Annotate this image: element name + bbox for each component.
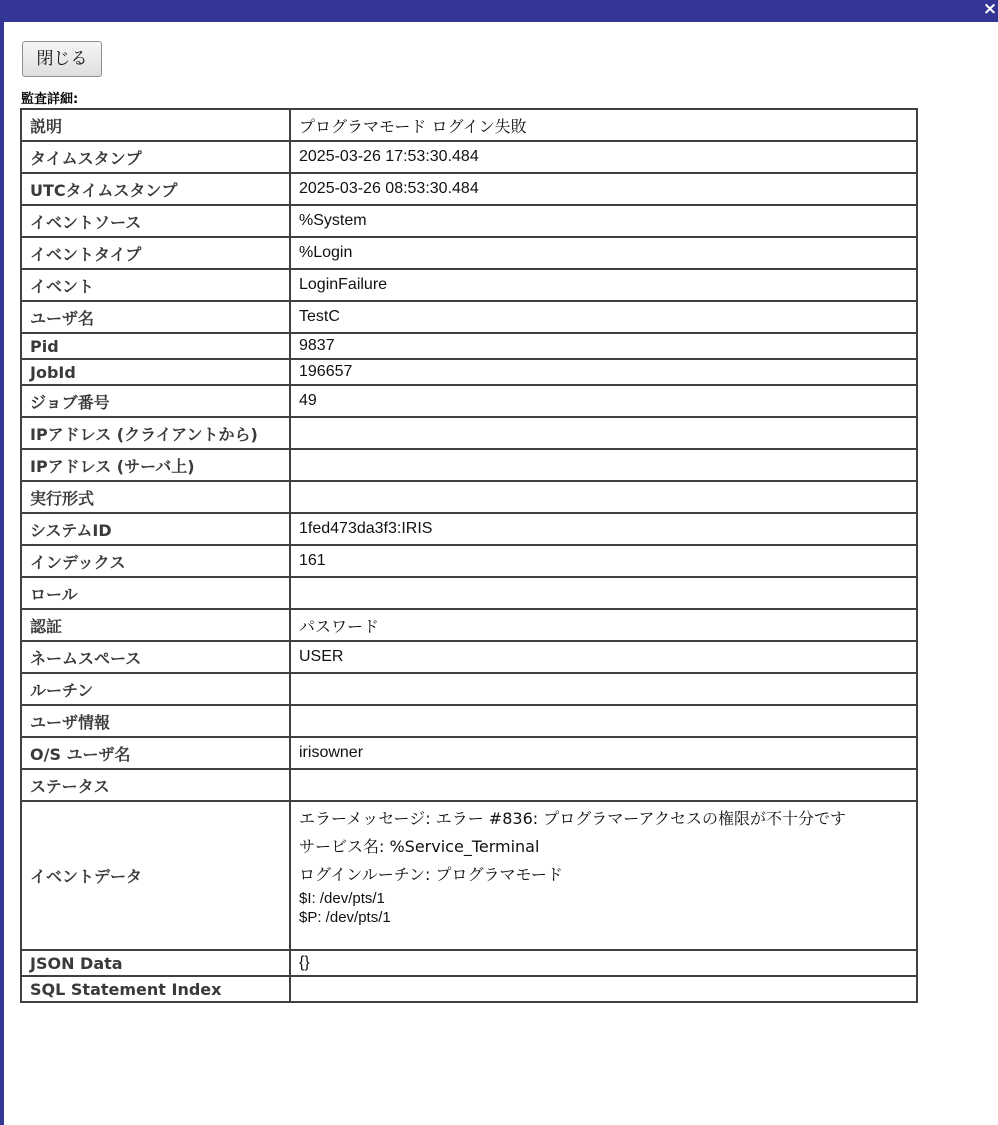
row-key: JSON Data (21, 950, 290, 976)
row-value: {} (290, 950, 917, 976)
row-value: 196657 (290, 359, 917, 385)
table-row (21, 641, 917, 673)
row-value (290, 481, 917, 513)
row-value (290, 976, 917, 1002)
row-key: IPアドレス (クライアントから) (21, 417, 290, 449)
row-key: ルーチン (21, 673, 290, 705)
table-row (21, 673, 917, 705)
row-value: 49 (290, 385, 917, 417)
event-data-line: サービス名: %Service_Terminal (299, 836, 540, 856)
table-row (21, 237, 917, 269)
table-row (21, 417, 917, 449)
table-row (21, 359, 917, 385)
section-title: 監査詳細: (21, 92, 79, 107)
row-value: %System (290, 205, 917, 237)
event-data-line: エラーメッセージ: エラー #836: プログラマーアクセスの権限が不十分です (299, 808, 846, 828)
table-row (21, 577, 917, 609)
row-key: JobId (21, 359, 290, 385)
table-row (21, 109, 917, 141)
row-value: 2025-03-26 08:53:30.484 (290, 173, 917, 205)
dialog-titlebar (0, 0, 998, 22)
row-key: IPアドレス (サーバ上) (21, 449, 290, 481)
row-value (290, 449, 917, 481)
row-key: 説明 (21, 109, 290, 141)
row-key: 認証 (21, 609, 290, 641)
table-row (21, 976, 917, 1002)
audit-detail-table (20, 108, 918, 1003)
close-button[interactable]: 閉じる (22, 41, 102, 77)
row-value (290, 417, 917, 449)
row-value (290, 705, 917, 737)
row-value (290, 769, 917, 801)
table-row (21, 769, 917, 801)
row-value: 161 (290, 545, 917, 577)
row-key: UTCタイムスタンプ (21, 173, 290, 205)
table-row (21, 205, 917, 237)
event-data-line: $I: /dev/pts/1 (299, 889, 385, 907)
row-key: イベントデータ (21, 801, 290, 950)
table-row (21, 609, 917, 641)
event-data-line: ログインルーチン: プログラマモード (299, 864, 563, 884)
table-row (21, 141, 917, 173)
table-row (21, 449, 917, 481)
row-key: O/S ユーザ名 (21, 737, 290, 769)
row-value: 9837 (290, 333, 917, 359)
row-key: Pid (21, 333, 290, 359)
row-key: システムID (21, 513, 290, 545)
table-row (21, 301, 917, 333)
table-row (21, 333, 917, 359)
row-key: インデックス (21, 545, 290, 577)
close-icon[interactable]: × (982, 0, 998, 19)
table-row (21, 705, 917, 737)
row-key: ジョブ番号 (21, 385, 290, 417)
row-key: ステータス (21, 769, 290, 801)
row-key: タイムスタンプ (21, 141, 290, 173)
row-value: パスワード (290, 609, 917, 641)
table-row-event-data (21, 801, 917, 950)
table-row (21, 545, 917, 577)
table-row (21, 173, 917, 205)
row-value: 1fed473da3f3:IRIS (290, 513, 917, 545)
row-key: イベント (21, 269, 290, 301)
table-row (21, 269, 917, 301)
row-value: 2025-03-26 17:53:30.484 (290, 141, 917, 173)
event-data-value (290, 801, 917, 950)
table-row (21, 513, 917, 545)
row-value: LoginFailure (290, 269, 917, 301)
row-value: %Login (290, 237, 917, 269)
row-key: SQL Statement Index (21, 976, 290, 1002)
table-row (21, 385, 917, 417)
dialog-left-border (0, 22, 4, 1125)
event-data-line: $P: /dev/pts/1 (299, 908, 391, 926)
row-key: イベントソース (21, 205, 290, 237)
row-key: ユーザ情報 (21, 705, 290, 737)
table-row (21, 950, 917, 976)
row-value (290, 673, 917, 705)
row-key: ロール (21, 577, 290, 609)
row-value: TestC (290, 301, 917, 333)
row-key: 実行形式 (21, 481, 290, 513)
row-value: プログラマモード ログイン失敗 (290, 109, 917, 141)
table-row (21, 481, 917, 513)
row-key: ユーザ名 (21, 301, 290, 333)
row-value (290, 577, 917, 609)
row-value: USER (290, 641, 917, 673)
row-key: イベントタイプ (21, 237, 290, 269)
row-value: irisowner (290, 737, 917, 769)
row-key: ネームスペース (21, 641, 290, 673)
table-row (21, 737, 917, 769)
